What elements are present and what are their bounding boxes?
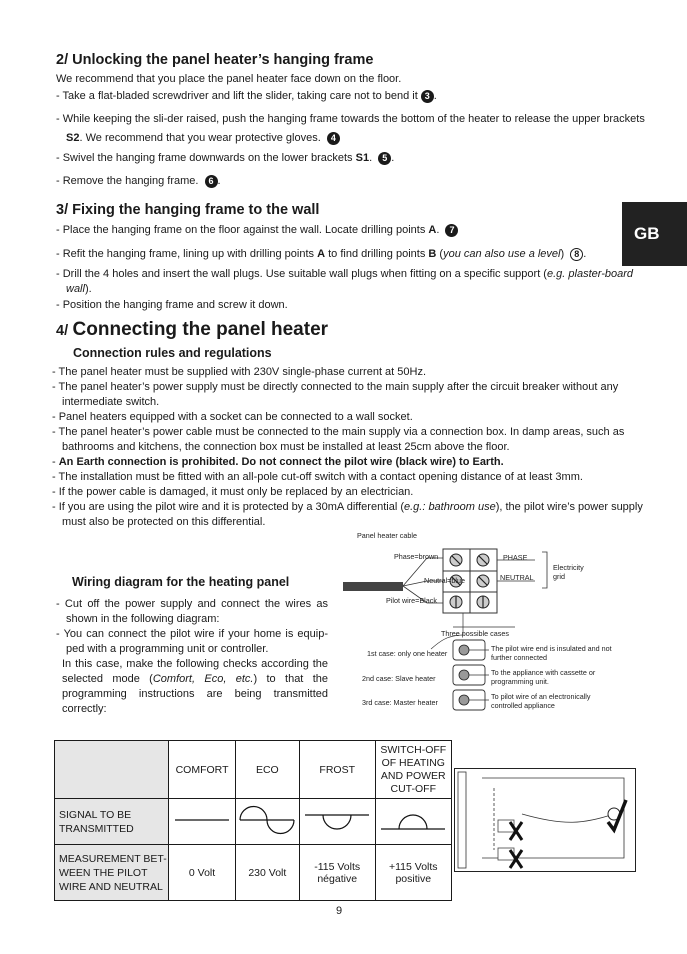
signal-eco xyxy=(235,799,299,845)
measure-frost: -115 Volts négative xyxy=(299,845,375,901)
section-2-title: 2/ Unlocking the panel heater’s hanging frame xyxy=(56,52,374,68)
section-2-step-4: - Remove the hanging frame. 6 . xyxy=(56,175,221,187)
section-3-step-4: - Position the hanging frame and screw it down. xyxy=(56,299,288,311)
diagram-case-1: 1st case: only one heater xyxy=(367,649,448,658)
diagram-case-3-desc: To pilot wire of an electronically controlled appliance xyxy=(491,692,591,710)
page-number: 9 xyxy=(336,905,343,917)
diagram-case-2: 2nd case: Slave heater xyxy=(362,674,436,683)
rule-3: - Panel heaters equipped with a socket can be connected to a wall socket. xyxy=(52,411,413,423)
wiring-step-3: In this case, make the following checks according the selected mode (Comfort, Eco, etc.) to that the programming instructions are being transmitted correctly: xyxy=(62,658,329,715)
measure-switch-off: +115 Volts positive xyxy=(375,845,451,901)
section-3-title: 3/ Fixing the hanging frame to the wall xyxy=(56,202,320,218)
row-measurement-label: MEASUREMENT BET-WEEN THE PILOT WIRE AND NEUTRAL xyxy=(55,845,169,901)
section-2-intro: We recommend that you place the panel heater face down on the floor. xyxy=(56,73,402,85)
step-number-7-icon: 7 xyxy=(445,224,458,237)
rule-6: - The installation must be fitted with an all-pole cut-off switch with a contact opening distance of at least 3mm. xyxy=(52,471,583,483)
section-4-subtitle: Connection rules and regulations xyxy=(73,346,272,360)
section-4-title: 4/ Connecting the panel heater xyxy=(56,319,329,340)
section-2-step-3: - Swivel the hanging frame downwards on the lower brackets S1. 5 . xyxy=(56,152,395,164)
wiring-check-illustration xyxy=(454,768,636,872)
language-tab-gb: GB xyxy=(622,202,687,266)
measure-comfort: 0 Volt xyxy=(169,845,235,901)
rule-8: - If you are using the pilot wire and it is protected by a 30mA differential (e.g.: bathroom use), the pilot wire’s power supply must also be protected on this differential. xyxy=(52,501,643,528)
header-switch-off: SWITCH-OFF OF HEATING AND POWER CUT-OFF xyxy=(375,741,451,799)
step-number-4-icon: 4 xyxy=(327,132,340,145)
diagram-neutral-wire: Neutral=blue xyxy=(424,576,465,585)
diagram-phase-label: PHASE xyxy=(503,553,528,562)
signal-switch-off xyxy=(375,799,451,845)
diagram-pilot-wire: Pilot wire=Black xyxy=(386,596,437,605)
rule-5: - An Earth connection is prohibited. Do not connect the pilot wire (black wire) to Earth. xyxy=(52,456,504,468)
section-2-step-2: - While keeping the sli-der raised, push the hanging frame towards the bottom of the heater to release the upper brackets S2. We recommend that you wear protective gloves. 4 xyxy=(56,113,645,144)
wiring-step-1: - Cut off the power supply and connect the wires as shown in the following diagram: xyxy=(56,598,328,625)
wiring-text xyxy=(56,597,328,717)
header-frost: FROST xyxy=(299,741,375,799)
connection-rules xyxy=(52,365,643,530)
rule-2: - The panel heater’s power supply must be directly connected to the main supply after the circuit breaker without any intermediate switch. xyxy=(52,381,619,408)
measure-eco: 230 Volt xyxy=(235,845,299,901)
diagram-case-3: 3rd case: Master heater xyxy=(362,698,438,707)
diagram-phase-wire: Phase=brown xyxy=(394,552,439,561)
section-3-step-3: - Drill the 4 holes and insert the wall plugs. Use suitable wall plugs when fitting on a specific support (e.g. plaster-board wall). xyxy=(56,268,634,295)
step-number-5-icon: 5 xyxy=(378,152,391,165)
diagram-case-1-desc: The pilot wire end is insulated and not further connected xyxy=(491,644,612,662)
header-eco: ECO xyxy=(235,741,299,799)
signal-frost xyxy=(299,799,375,845)
diagram-grid-label: Electricity grid xyxy=(553,563,584,581)
header-comfort: COMFORT xyxy=(169,741,235,799)
diagram-neutral-label: NEUTRAL xyxy=(500,573,534,582)
cable-sheath xyxy=(343,582,403,591)
step-number-3-icon: 3 xyxy=(421,90,434,103)
table-corner xyxy=(55,741,169,799)
rule-4: - The panel heater’s power cable must be connected to the main supply via a connection box. In damp areas, such as bathrooms and kitchens, the connection box must be installed at least 25cm above the floor. xyxy=(52,426,625,453)
row-signal-label: SIGNAL TO BE TRANSMITTED xyxy=(55,799,169,845)
wiring-title: Wiring diagram for the heating panel xyxy=(72,575,290,589)
diagram-case-2-desc: To the appliance with cassette or programming unit. xyxy=(491,668,596,686)
diagram-cases-title: Three possible cases xyxy=(441,629,509,638)
rule-7: - If the power cable is damaged, it must only be replaced by an electrician. xyxy=(52,486,414,498)
rule-1: - The panel heater must be supplied with 230V single-phase current at 50Hz. xyxy=(52,366,427,378)
diagram-cable-label: Panel heater cable xyxy=(357,531,417,540)
signal-comfort xyxy=(169,799,235,845)
section-3-step-1: - Place the hanging frame on the floor against the wall. Locate drilling points A. 7 xyxy=(56,223,636,238)
step-number-8-icon: 8 xyxy=(570,248,583,261)
signal-table xyxy=(54,740,452,901)
step-number-6-icon: 6 xyxy=(205,175,218,188)
wiring-step-2: - You can connect the pilot wire if your home is equip-ped with a programming unit or controller. xyxy=(56,628,328,655)
section-2-step-1: - Take a flat-bladed screwdriver and lift the slider, taking care not to bend it 3 . xyxy=(56,90,437,102)
section-3-step-2: - Refit the hanging frame, lining up with drilling points A to find drilling points B (you can also use a level) 8 . xyxy=(56,248,587,260)
